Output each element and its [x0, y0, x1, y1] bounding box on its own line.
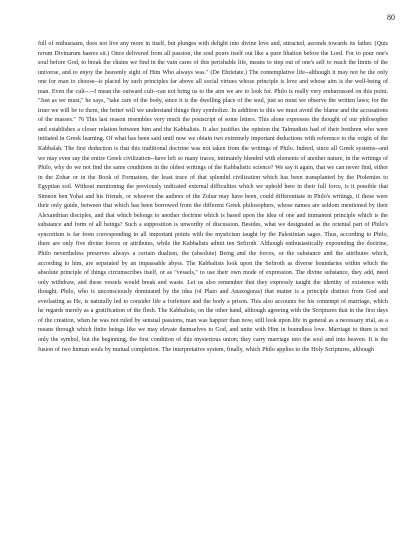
- page-number: 80: [387, 13, 395, 22]
- body-text: full of enthusiasm, does not live any more in itself, but plunges with delight into divine love and, attracted, ascends towards its father. (Quis rerum Divinarum haeres sit.) Once delivered from all passion, the soul pours itself out like a pure libation before the Lord. For to pour one's soul before God, to break the chains we find in the vain cares of this perishable life, means to step out of one's self to reach the limits of the universe, and to enjoy the heavenly sight of Him Who always was." (De Ebrietate.) The contemplative life--although it may not be the only one for man to choose--is placed by such principles far above all social virtues whose principle is love and whose aim is the well-being of man. Even the cult--.--I mean the outward cult--can not bring us to the aim we are to look for. Philo is really very embarrassed on this point. "Just as we must," he says, "take care of the body, since it is the dwelling place of the soul, just so must we observe the written laws; for the truer we will be to them, the better will we understand things they symbolize. In addition to this we must avoid the blame and the accusations of the masses." 76 This last reason resembles very much the postscript of some letters. This alone expresses the thought of our philosopher and establishes a closer relation between him and the Kabbalists. It also justifies the opinion the Talmudists had of their brethren who were initiated in Greek learning. Of what has been said until now we obtain two extremely important deductions with reference to the origin of the Kabbalah. The first deduction is that this traditional doctrine was not taken from the writings of Philo. Indeed, since all Greek systems--and we may even say the entire Greek civilization--have left so many traces, intimately blended with elements of another nature, in the writings of Philo, why do we not find the same conditions in the oldest writings of the Kabbalistic science? We say it again, that we can never find, either in the Zohar or in the Book of Formation, the least trace of that splendid civilization which has been transplanted by the Ptolemies to Egyptian soil. Without mentioning the previously indicated external difficulties which we uphold here in their full force, is it possible that Simeon ben Yohai and his friends, or whoever the authors of the Zohar may have been, could differentiate in Philo's writings, if these were their only guide, between that which has been borrowed from the different Greek philosophers, whose names are seldom mentioned by their Alexandrian disciples, and that which belongs to another doctrine which is based upon the idea of one and immanent principle which is the substance and form of all beings? Such a supposition is unworthy of discussion. Besides, what we designated as the oriental part of Philo's syncretism is far from corresponding in all important points with the mysticism taught by the Palestinian sages. Thus, according to Philo, there are only five divine forces or attributes, while the Kabbalists admit ten Sefiroth. Although enthusiastically expounding the doctrine, Philo nevertheless preserves always a certain dualism, the (absolute) Being and the forces, or the substance and the attributes which, according to him, are separated by an impassable abyss. The Kabbalists look upon the Sefiroth as diverse boundaries within which the absolute principle of things circumscribes itself, or as "vessels," to use their own mode of expression. The divine substance, they add, need only withdraw, and these vessels would break and waste. Let us also remember that they expressly taught the identity of existence with thought. Philo, who is unconsciously dominated by the idea (of Plato and Anaxogoras) that matter is a principle distinct from God and everlasting as He, is naturally led to consider life a forfeiture and the body a prison. This also accounts for his contempt of marriage, which he regards merely as a gratification of the flesh. The Kabbalists, on the other hand, although agreeing with the Scriptures that in the first days of the creation, when he was not ruled by sensual passions, man was happier than now, still look upon life in general as a necessary trial, as a means through which finite beings like we may elevate themselves to God, and unite with Him in boundless love. Marriage to them is not only the symbol, but the beginning, the first condition of this mysterious union; they carry marriage into the soul and into heaven. It is the fusion of two human souls by mutual completion. The interpretative system, finally, which Philo applies to the Holy Scriptures, although: [38, 41, 388, 353]
